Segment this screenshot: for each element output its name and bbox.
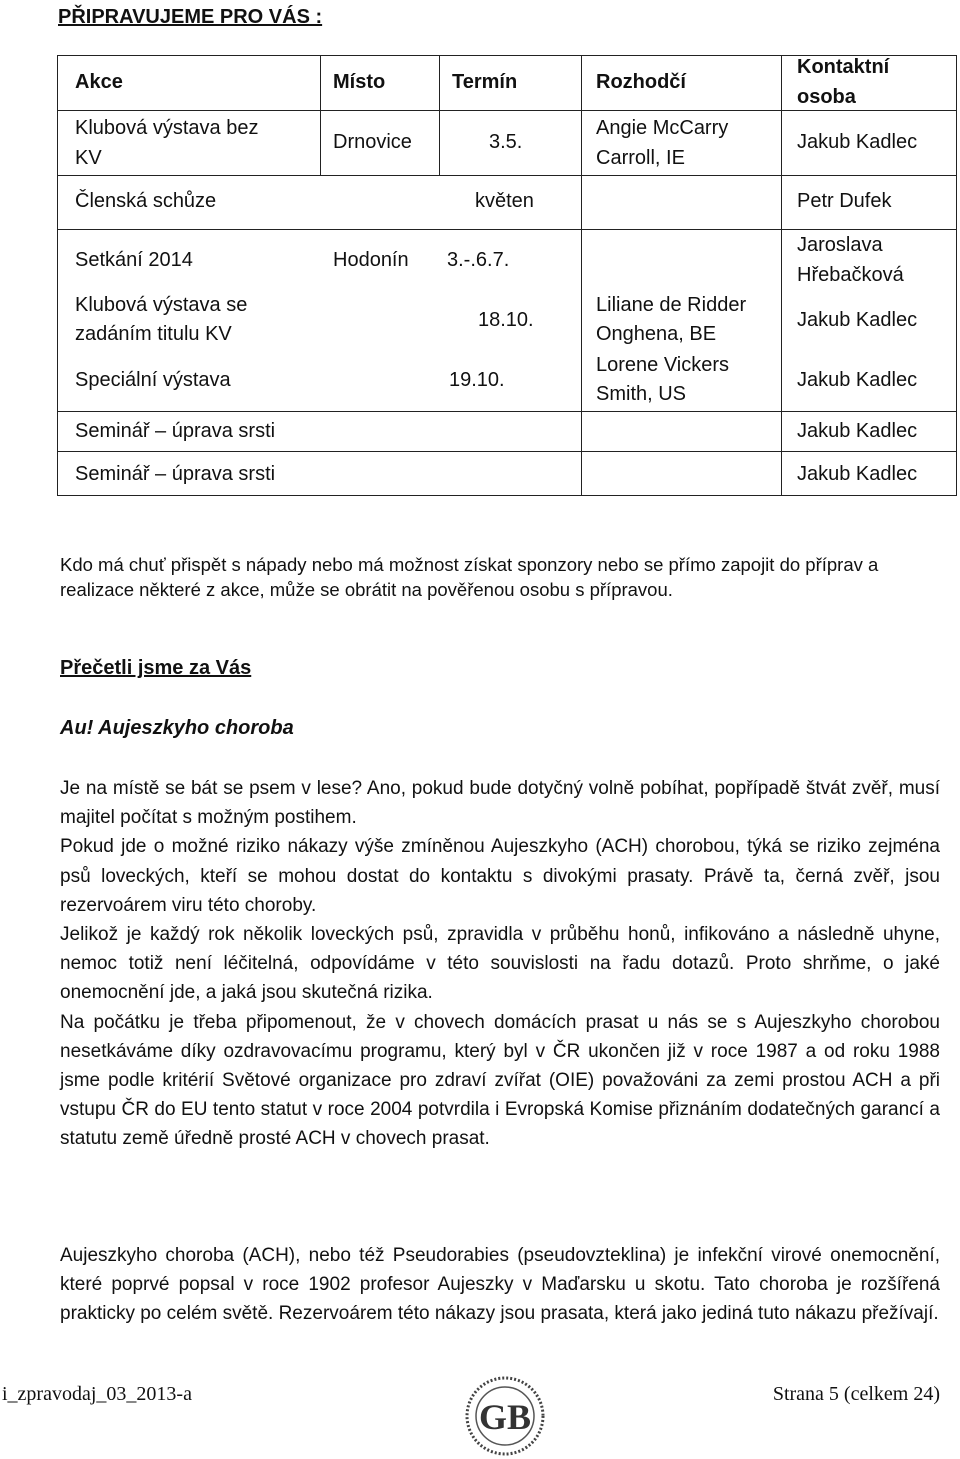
cell-termin: květen	[475, 190, 534, 212]
cell-akce: Klubová výstava bez	[75, 117, 259, 139]
cell-kontakt: Jakub Kadlec	[797, 463, 918, 485]
cell-akce: Setkání 2014	[75, 249, 193, 271]
table-rule	[57, 451, 957, 452]
cell-akce: Seminář – úprava srsti	[75, 420, 276, 442]
col-header-akce: Akce	[75, 71, 123, 93]
cell-kontakt: Jakub Kadlec	[797, 420, 918, 442]
article-body	[60, 774, 940, 1154]
article-paragraph: Jelikož je každý rok několik loveckých psů, zpravidla v průběhu honů, infikováno a následně uhyne, nemoc totiž není léčitelná, odpovídáme v této souvislosti na řadu dotazů. Proto shrňme, o jaké onemocnění jde, a jaká jsou skutečná rizika.	[60, 924, 940, 1004]
cell-akce: Speciální výstava	[75, 369, 231, 391]
cell-kontakt: Jakub Kadlec	[797, 131, 918, 153]
table-rule	[439, 55, 440, 175]
cell-rozhodci: Liliane de Ridder	[596, 294, 747, 316]
footer-page-number: Strana 5 (celkem 24)	[772, 1383, 940, 1405]
table-rule	[581, 55, 582, 496]
cell-kontakt: Jaroslava	[797, 234, 883, 256]
cell-rozhodci: Angie McCarry	[596, 117, 729, 139]
cell-misto: Hodonín	[333, 249, 409, 271]
cell-rozhodci: Lorene Vickers	[596, 354, 730, 376]
table-rule	[320, 55, 321, 175]
footer-filename: i_zpravodaj_03_2013-a	[2, 1383, 192, 1405]
cell-termin: 19.10.	[449, 369, 505, 391]
cell-kontakt: Jakub Kadlec	[797, 369, 918, 391]
cell-termin: 18.10.	[478, 309, 534, 331]
cell-rozhodci: Smith, US	[596, 383, 687, 405]
cell-rozhodci: Onghena, BE	[596, 323, 717, 345]
cell-kontakt: Jakub Kadlec	[797, 309, 918, 331]
svg-text:GB: GB	[478, 1397, 532, 1437]
article-paragraph: Na počátku je třeba připomenout, že v chovech domácích prasat u nás se s Aujeszkyho chorobou nesetkáváme díky ozdravovacímu programu, který byl v ČR ukončen již v roce 1987 a od roku 1988 jsme podle kritérií Světové organizace pro zdraví zvířat (OIE) považováni za zemi prostou ACH a při vstupu ČR do EU tento statut v roce 2004 potvrdila i Evropská Komise přiznáním dodatečných garancí a statutu země úředně prosté ACH v chovech prasat.	[60, 1011, 940, 1150]
article-paragraph: Je na místě se bát se psem v lese? Ano, pokud bude dotyčný volně pobíhat, popřípadě štvát zvěř, musí majitel počítat s možným postihem.	[60, 778, 940, 829]
cell-akce: Klubová výstava se	[75, 294, 248, 316]
cell-kontakt: Hřebačková	[797, 264, 904, 286]
intro-paragraph: Kdo má chuť přispět s nápady nebo má možnost získat sponzory nebo se přímo zapojit do příprav a realizace některé z akce, může se obrátit na pověřenou osobu s přípravou.	[60, 554, 879, 600]
cell-akce: Členská schůze	[75, 190, 217, 212]
article-title: Au! Aujeszkyho choroba	[60, 717, 294, 739]
table-rule	[57, 411, 957, 412]
article-paragraph: Pokud jde o možné riziko nákazy výše zmíněnou Aujeszkyho (ACH) chorobou, týká se riziko zejména psů loveckých, kteří se mohou dostat do kontaktu s divokými prasaty. Právě ta, černá zvěř, jsou rezervoárem viru této choroby.	[60, 836, 940, 916]
col-header-kontakt: osoba	[797, 86, 856, 108]
closing-paragraph	[60, 1241, 940, 1329]
club-seal-logo	[458, 1376, 552, 1456]
cell-akce: Seminář – úprava srsti	[75, 463, 276, 485]
cell-rozhodci: Carroll, IE	[596, 147, 685, 169]
col-header-misto: Místo	[333, 71, 386, 93]
cell-termin: 3.5.	[489, 131, 523, 153]
col-header-termin: Termín	[452, 71, 518, 93]
section-title: Přečetli jsme za Vás	[60, 657, 252, 679]
table-rule	[57, 229, 957, 230]
page-heading: PŘIPRAVUJEME PRO VÁS :	[58, 6, 323, 28]
cell-akce: KV	[75, 147, 102, 169]
cell-kontakt: Petr Dufek	[797, 190, 892, 212]
table-rule	[781, 55, 782, 496]
table-rule	[57, 175, 957, 176]
cell-termin: 3.-.6.7.	[447, 249, 510, 271]
cell-misto: Drnovice	[333, 131, 412, 153]
col-header-rozhodci: Rozhodčí	[596, 71, 686, 93]
col-header-kontakt: Kontaktní	[797, 56, 890, 78]
cell-akce: zadáním titulu KV	[75, 323, 232, 345]
article-paragraph: Aujeszkyho choroba (ACH), nebo též Pseudorabies (pseudovzteklina) je infekční virové onemocnění, které poprvé popsal v roce 1902 profesor Aujeszky v Maďarsku u skotu. Tato choroba je rozšířená prakticky po celém světě. Rezervoárem této nákazy jsou prasata, která jako jediná tuto nákazu přežívají.	[60, 1245, 940, 1325]
